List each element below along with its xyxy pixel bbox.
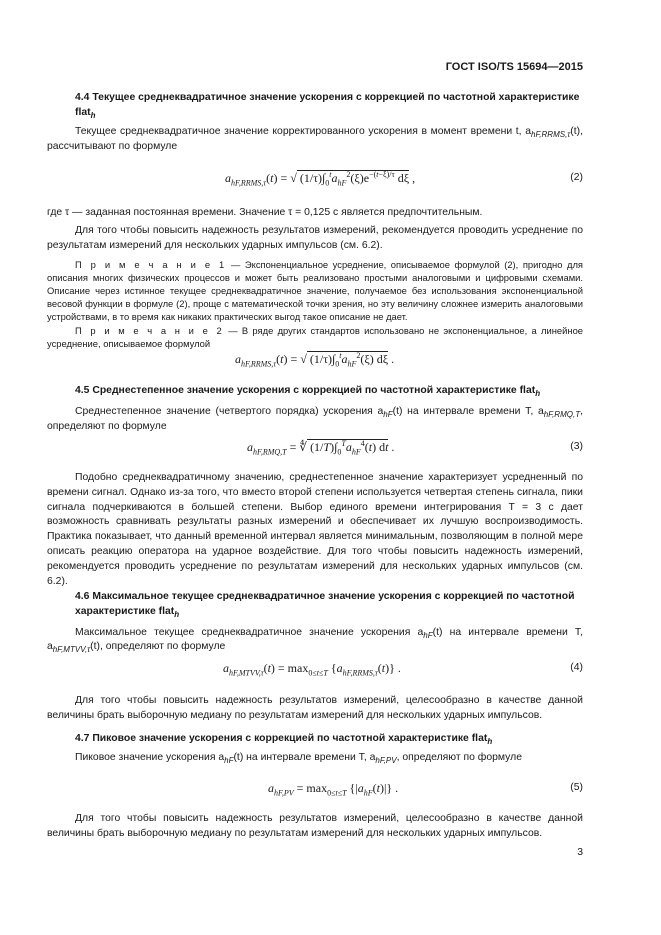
formula-linear: $a_{hF,RRMS,\tau}(t)$ = √ $(1/\tau)\int_0^ta_{hF}^2(\xi)$ dξ . [235,351,395,369]
section-4-5-title: 4.5 Среднестепенное значение ускорения с коррекцией по частотной характеристике flat$_h$ [75,385,541,399]
page-number: 3 [577,847,583,858]
rmq-explanation: Подобно среднеквадратичному значению, среднестепенное значение характеризует усредненный по времени сигнал. Однако из-за того, что вместо второй степени используется четвертая степень сигнала, пики сигнала подчеркиваются в большей степени. Выбор единого времени интегрирования T = 3 с дает возможность сравнивать результаты разных измерений и обеспечивает их лучшую воспроизводимость. Практика показывает, что данный временной интервал является минимальным, позволяющим в полной мере описать реакцию оператора на ударное воздействие. Для того чтобы повысить надежность измерений, рекомендуется проводить усреднение по результатам измерений для нескольких ударных импульсов (см. 6.2). [47,472,583,587]
section-4-7-body [47,812,583,842]
note-2: П р и м е ч а н и е 2 — В ряде других стандартов использовано не экспоненциальное, а линейное усреднение, описываемое формулой [47,325,583,350]
standard-header: ГОСТ ISO/TS 15694—2015 [445,61,583,73]
section-4-4-intro: Текущее среднеквадратичное значение корректированного ускорения в момент времени t, $a_{hF,RRMS,\tau}(t)$, рассчитывают по формуле [47,126,583,152]
section-4-4 [47,91,583,121]
section-4-6 [47,590,583,655]
section-4-6-intro: Максимальное текущее среднеквадратичное значение ускорения $a_{hF}(t)$ на интервале времени T, $a_{hF,MTVV,\tau}(t)$, определяют по формуле [47,626,583,655]
section-4-7-title: 4.7 Пиковое значение ускорения с коррекцией по частотной характеристике flat$_h$ [75,733,493,747]
averaging-recommendation: Для того чтобы повысить надежность результатов измерений, рекомендуется проводить усреднение по результатам измерений для нескольких ударных импульсов (см. 6.2). [47,224,583,251]
section-4-5 [47,384,583,434]
formula-3: $a_{hF,RMQ,T}$ = ∜ $(1/T)\int_0^Ta_{hF}^4(t)$ dt . (3) [247,439,583,457]
section-4-6-title: 4.6 Максимальное текущее среднеквадратичное значение ускорения с коррекцией по частотной характеристике flat$_h$ [75,591,575,619]
section-4-5-body [47,471,583,589]
pv-recommendation: Для того чтобы повысить надежность результатов измерений, целесообразно в качестве данной величины брать выборочную медиану по результатам измерений для нескольких ударных импульсов. [47,813,583,839]
section-4-4-body [47,206,583,350]
note-1: П р и м е ч а н и е 1 — Экспоненциальное усреднение, описываемое формулой (2), пригодно для описания многих физических процессов и может быть реализовано простыми аналоговыми и цифровыми схемами. Описание через истинное текущее среднеквадратичное значение, получаемое без использования экспоненциальной весовой функции в формуле (2), проще с математической точки зрения, но эту величину сложнее измерить аналоговыми устройствами, в то время как никаких практических выгод такое описание не дает. [47,259,583,323]
section-4-7-intro: Пиковое значение ускорения $a_{hF}(t)$ на интервале времени T, $a_{hF,PV}$, определяют по формуле [75,751,522,765]
section-4-4-title: 4.4 Текущее среднеквадратичное значение ускорения с коррекцией по частотной характеристике flat$_h$ [75,92,580,120]
section-4-6-body [47,694,583,724]
formula-2: $a_{hF,RRMS,\tau}(t)$ = √ $(1/\tau)\int_0^ta_{hF}^2(\xi)e^{-(t-\xi)/\tau}$ dξ , (2) [225,170,583,188]
tau-definition: где τ — заданная постоянная времени. Значение τ = 0,125 с является предпочтительным. [47,207,483,218]
section-4-5-intro: Среднестепенное значение (четвертого порядка) ускорения $a_{hF}(t)$ на интервале времени T, $a_{hF,RMQ,T}$, определяют по формуле [47,405,583,432]
section-4-7 [47,732,583,766]
formula-5: $a_{hF,PV} = \max_{0\le t\le T} \{|a_{hF}(t)|\}$ . (5) [268,781,583,798]
mtvv-recommendation: Для того чтобы повысить надежность результатов измерений, целесообразно в качестве данной величины брать выборочную медиану по результатам измерений для нескольких ударных импульсов. [47,695,583,721]
formula-4: $a_{hF,MTVV,\tau}(t) = \max_{0\le t\le T} \{a_{hF,RRMS,\tau}(t)\}$ . (4) [223,661,583,678]
